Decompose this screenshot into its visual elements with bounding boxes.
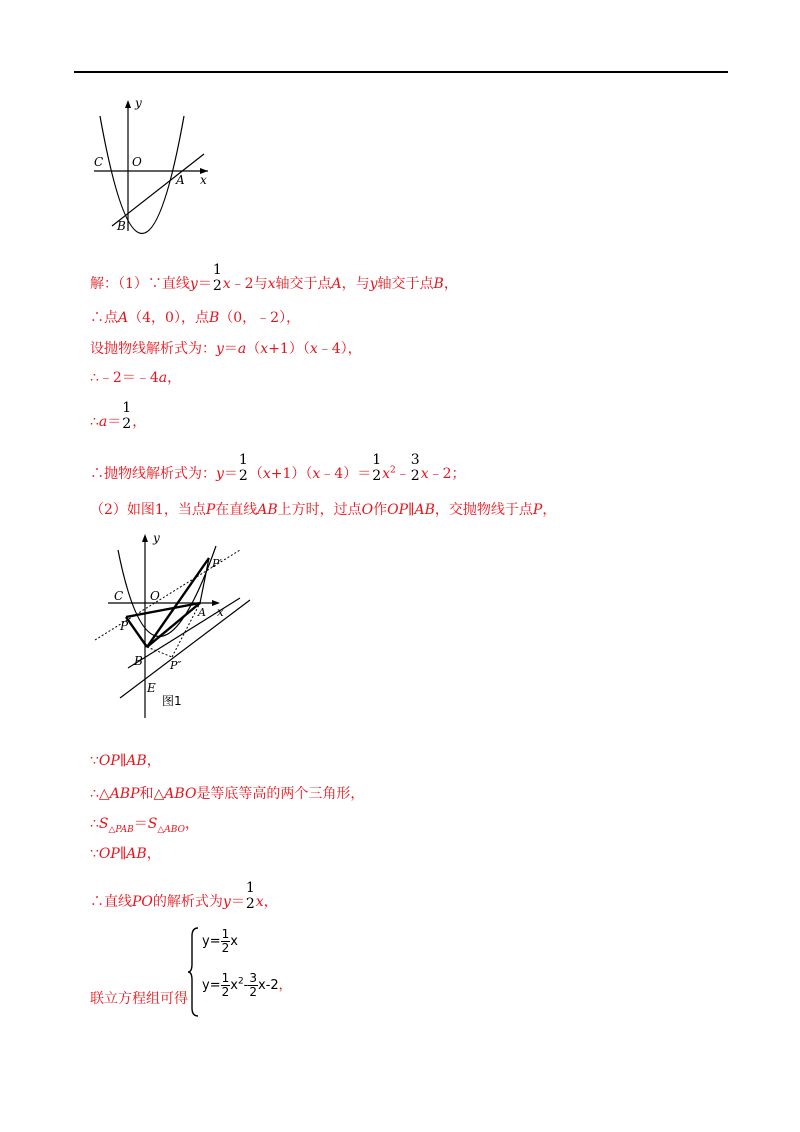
solution-line-10: $\therefore S_{\triangle PAB}=S_{\triangle ABO}$，: [90, 816, 199, 835]
fig2-point-p-prime-label: P′: [212, 557, 222, 570]
equation-2: y= $\frac{1}{2}$ $x^2-$ $\frac{3}{2}$ x-2，: [202, 971, 292, 999]
fig2-point-a-label: A: [198, 606, 206, 619]
figure-parabola-1: [90, 96, 220, 236]
origin-label: O: [132, 155, 142, 169]
point-a-label: A: [176, 173, 185, 187]
fig2-point-b-label: B: [134, 654, 143, 668]
solution-line-3: 设抛物线解析式为：y＝a（x+1）（x﹣4），: [90, 341, 362, 357]
solution-line-1: 解：（1）∵直线y＝ 1 2 x﹣2与x轴交于点A，与y轴交于点B，: [90, 262, 458, 294]
solution-line-11: ∵OP∥AB，: [90, 846, 161, 862]
solution-line-5: ∴a＝ 1 2 ，: [90, 400, 147, 432]
fig2-y-axis-label: y: [153, 531, 160, 545]
solution-line-4: ∴﹣2＝﹣4a，: [90, 370, 182, 386]
point-b-label: B: [117, 219, 126, 233]
fig2-point-c-label: C: [114, 589, 124, 603]
left-brace-icon: [188, 926, 200, 1018]
equation-1: y= $\frac{1}{2}$ x: [202, 927, 238, 955]
header-rule: [74, 71, 728, 73]
fig2-x-axis-label: x: [217, 605, 224, 619]
solution-line-7: （2）如图1，当点P在直线AB上方时，过点O作OP∥AB，交抛物线于点P，: [90, 502, 557, 518]
x-axis-label: x: [200, 173, 207, 187]
solution-line-8: ∵OP∥AB，: [90, 753, 161, 769]
fig2-caption: 图1: [162, 694, 182, 708]
equation-system: [188, 926, 348, 1018]
solution-line-2: ∴点A（4，0），点B（0，﹣2），: [90, 310, 301, 326]
solution-line-9: ∴△ABP和△ABO是等底等高的两个三角形，: [90, 786, 365, 802]
y-axis-label: y: [135, 96, 142, 110]
fig2-origin-label: O: [150, 589, 160, 603]
fig2-point-p-double-prime-label: P″: [170, 659, 182, 672]
fig2-point-p-label: P: [120, 619, 129, 633]
solution-line-12: ∴直线PO的解析式为y＝ 1 2 x，: [90, 880, 278, 912]
point-c-label: C: [94, 155, 104, 169]
figure-parabola-2: [90, 530, 260, 730]
solution-line-13: 联立方程组可得: [90, 991, 188, 1007]
solution-line-6: ∴抛物线解析式为：y＝ 1 2 （x+1）（x﹣4）＝ 1 2 $x^2﹣$ 3 2 x﹣2；: [90, 452, 466, 484]
fig2-point-e-label: E: [147, 681, 156, 695]
